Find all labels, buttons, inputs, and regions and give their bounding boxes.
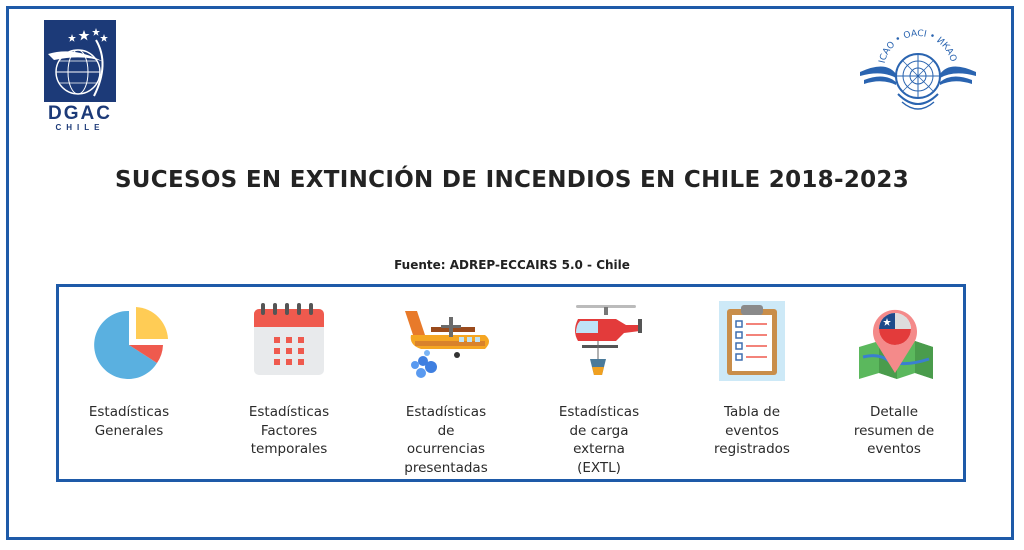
menu-item-ocurrencias-presentadas[interactable] (371, 301, 521, 477)
menu-item-label: Estadísticas Factores temporales (248, 404, 330, 457)
dgac-subtitle: CHILE (55, 123, 105, 132)
menu-item-estadisticas-generales[interactable] (54, 301, 204, 440)
icao-emblem (856, 14, 980, 126)
icao-ring-text: ICAO • OACI • ИКАО (877, 28, 958, 65)
menu-item-label: Estadísticas de ocurrencias presentadas (404, 404, 488, 476)
pie-chart-icon (84, 301, 174, 381)
menu-item-carga-externa[interactable] (524, 301, 674, 477)
firefighting-plane-icon (401, 301, 491, 381)
menu-item-label: Estadísticas de carga externa (EXTL) (558, 404, 640, 476)
menu-item-label: Estadísticas Generales (88, 404, 170, 439)
icao-logo (856, 14, 980, 126)
navigation-panel (56, 284, 966, 482)
menu-item-label: Detalle resumen de eventos (853, 404, 935, 457)
dgac-logo (44, 20, 116, 132)
calendar-icon (244, 301, 334, 381)
dgac-emblem (44, 20, 116, 102)
menu-item-label: Tabla de eventos registrados (714, 404, 790, 457)
clipboard-checklist-icon (707, 301, 797, 381)
source-caption: Fuente: ADREP-ECCAIRS 5.0 - Chile (394, 258, 630, 272)
menu-item-detalle-resumen[interactable] (819, 301, 969, 459)
menu-item-tabla-eventos[interactable] (677, 301, 827, 459)
menu-item-factores-temporales[interactable] (214, 301, 364, 459)
map-pin-icon (849, 301, 939, 381)
helicopter-bucket-icon (554, 301, 644, 381)
dgac-wordmark: DGAC (48, 103, 112, 124)
page-title: SUCESOS EN EXTINCIÓN DE INCENDIOS EN CHILE 2018-2023 (114, 167, 910, 193)
